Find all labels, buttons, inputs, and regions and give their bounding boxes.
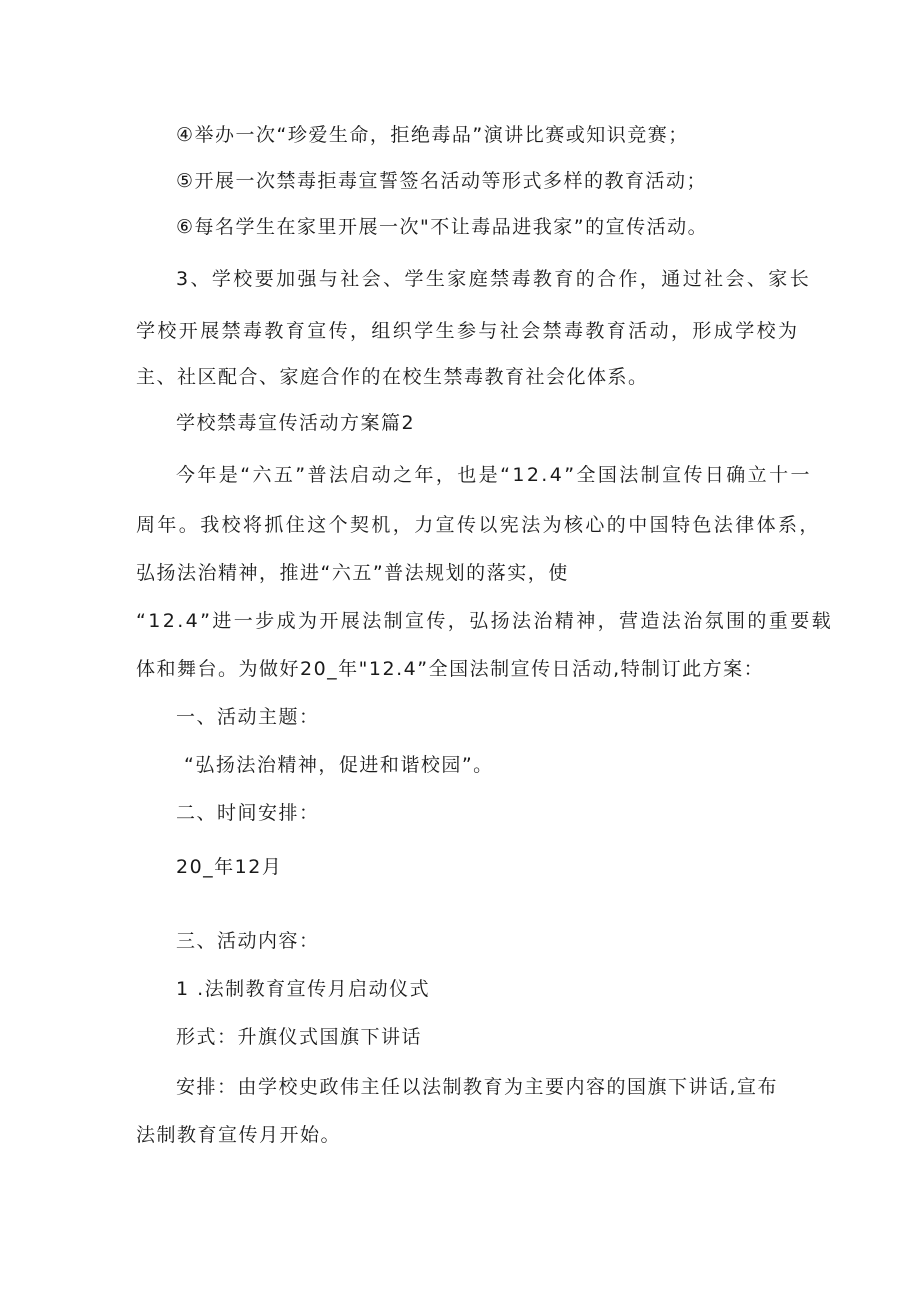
item-form: 形式：升旗仪式国旗下讲话 <box>176 1026 423 1048</box>
list-item: ⑥每名学生在家里开展一次"不让毒品进我家”的宣传活动。 <box>176 216 709 238</box>
paragraph-line: 弘扬法治精神，推进“六五”普法规划的落实，使 <box>136 562 569 584</box>
list-item: ④举办一次“珍爱生命，拒绝毒品”演讲比赛或知识竞赛； <box>176 124 689 146</box>
item-title: 1 .法制教育宣传月启动仪式 <box>176 978 431 1000</box>
paragraph-line: 今年是“六五”普法启动之年，也是“12.4”全国法制宣传日确立十一 <box>176 464 812 486</box>
paragraph-line: 周年。我校将抓住这个契机，力宣传以宪法为核心的中国特色法律体系， <box>136 514 821 536</box>
theme-text: “弘扬法治精神，促进和谐校园”。 <box>184 754 494 776</box>
list-item: ⑤开展一次禁毒拒毒宣誓签名活动等形式多样的教育活动； <box>176 170 708 192</box>
paragraph-line: 3、学校要加强与社会、学生家庭禁毒教育的合作，通过社会、家长 <box>176 268 812 290</box>
paragraph-line: “12.4”进一步成为开展法制宣传，弘扬法治精神，营造法治氛围的重要载 <box>136 610 833 632</box>
item-arrange-line: 法制教育宣传月开始。 <box>136 1124 342 1146</box>
section-title: 学校禁毒宣传活动方案篇2 <box>176 412 416 434</box>
paragraph-line: 主、社区配合、家庭合作的在校生禁毒教育社会化体系。 <box>136 366 649 388</box>
heading-content: 三、活动内容： <box>176 930 320 952</box>
time-text: 20_年12月 <box>176 856 283 878</box>
heading-time: 二、时间安排： <box>176 802 320 824</box>
item-arrange-line: 安排：由学校史政伟主任以法制教育为主要内容的国旗下讲话,宣布 <box>176 1076 779 1098</box>
paragraph-line: 学校开展禁毒教育宣传，组织学生参与社会禁毒教育活动，形成学校为 <box>136 320 800 342</box>
paragraph-line: 体和舞台。为做好20_年"12.4”全国法制宣传日活动,特制订此方案： <box>136 658 765 680</box>
heading-theme: 一、活动主题： <box>176 706 320 728</box>
